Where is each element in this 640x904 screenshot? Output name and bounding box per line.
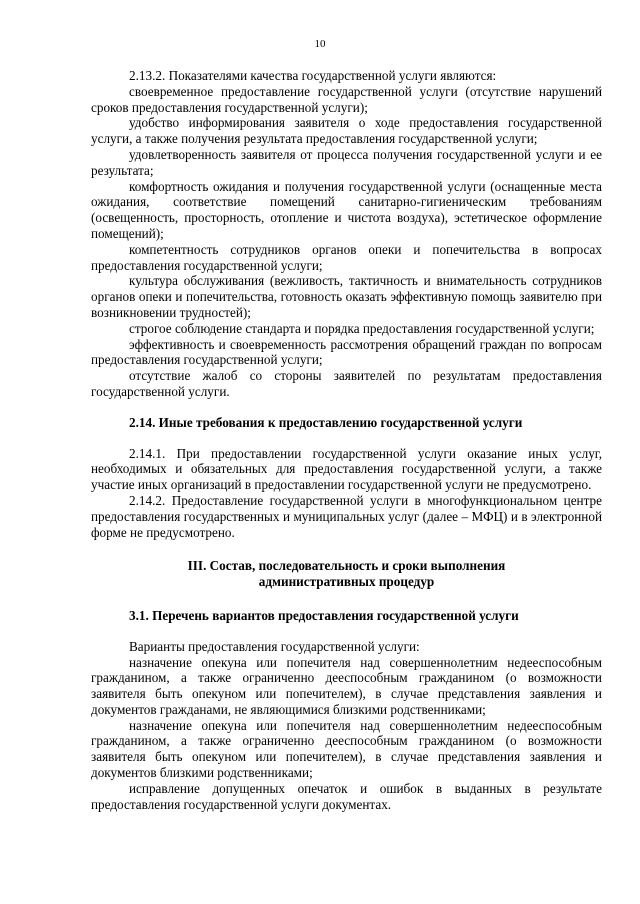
list-item: удобство информирования заявителя о ходе предоставления государственной услуги, а также получения результата предоставления государственной услуги; <box>91 115 602 147</box>
list-item: эффективность и своевременность рассмотрения обращений граждан по вопросам предоставления государственной услуги; <box>91 336 602 368</box>
list-item: своевременное предоставление государственной услуги (отсутствие нарушений сроков предоставления государственной услуги); <box>91 83 602 115</box>
list-item: отсутствие жалоб со стороны заявителей по результатам предоставления государственной услуги. <box>91 368 602 399</box>
list-item: компетентность сотрудников органов опеки и попечительства в вопросах предоставления государственной услуги; <box>91 241 602 273</box>
list-item: исправление допущенных опечаток и ошибок в выданных в результате предоставления государственной услуги документах. <box>91 780 602 812</box>
list-item: назначение опекуна или попечителя над совершеннолетним недееспособным гражданином, а также ограниченно дееспособным гражданином (о возможности заявителя быть опекуном или попечителем), в случае представления заявления и документов гражданами, не являющимися близкими родственниками; <box>91 654 602 717</box>
list-item: комфортность ожидания и получения государственной услуги (оснащенные места ожидания, соответствие помещений санитарно-гигиеническим требованиям (освещенность, просторность, отопление и чистота воздуха), эстетическое оформление помещений); <box>91 178 602 241</box>
page-number: 10 <box>314 38 326 50</box>
chapter-heading-line-1: III. Состав, последовательность и сроки выполнения <box>187 558 506 574</box>
list-item: культура обслуживания (вежливость, тактичность и внимательность сотрудников органов опеки и попечительства, готовность оказать эффективную помощь заявителю при возникновении трудностей); <box>91 273 602 320</box>
chapter-heading-line-2: административных процедур <box>258 574 435 590</box>
list-item: удовлетворенность заявителя от процесса получения государственной услуги и ее результата; <box>91 146 602 178</box>
paragraph-2-14-1: 2.14.1. При предоставлении государственной услуги оказание иных услуг, необходимых и обязательных для предоставления государственной услуги, а также участие иных организаций в предоставлении государственной услуги не предусмотрено. <box>91 445 602 493</box>
section-heading-3-1: 3.1. Перечень вариантов предоставления государственной услуги <box>129 607 519 623</box>
section-heading-2-14: 2.14. Иные требования к предоставлению государственной услуги <box>129 414 523 430</box>
list-item: назначение опекуна или попечителя над совершеннолетним недееспособным гражданином, а также ограниченно дееспособным гражданином (о возможности заявителя быть опекуном или попечителем), в случае представления заявления и документов близкими родственниками; <box>91 717 602 781</box>
document-body <box>91 68 602 812</box>
variants-intro: Варианты предоставления государственной услуги: <box>129 638 420 654</box>
paragraph-2-14-2: 2.14.2. Предоставление государственной услуги в многофункциональном центре предоставления государственных и муниципальных услуг (далее – МФЦ) и в электронной форме не предусмотрено. <box>91 492 602 540</box>
list-item: строгое соблюдение стандарта и порядка предоставления государственной услуги; <box>129 320 595 336</box>
quality-indicators-intro: 2.13.2. Показателями качества государственной услуги являются: <box>129 68 497 83</box>
